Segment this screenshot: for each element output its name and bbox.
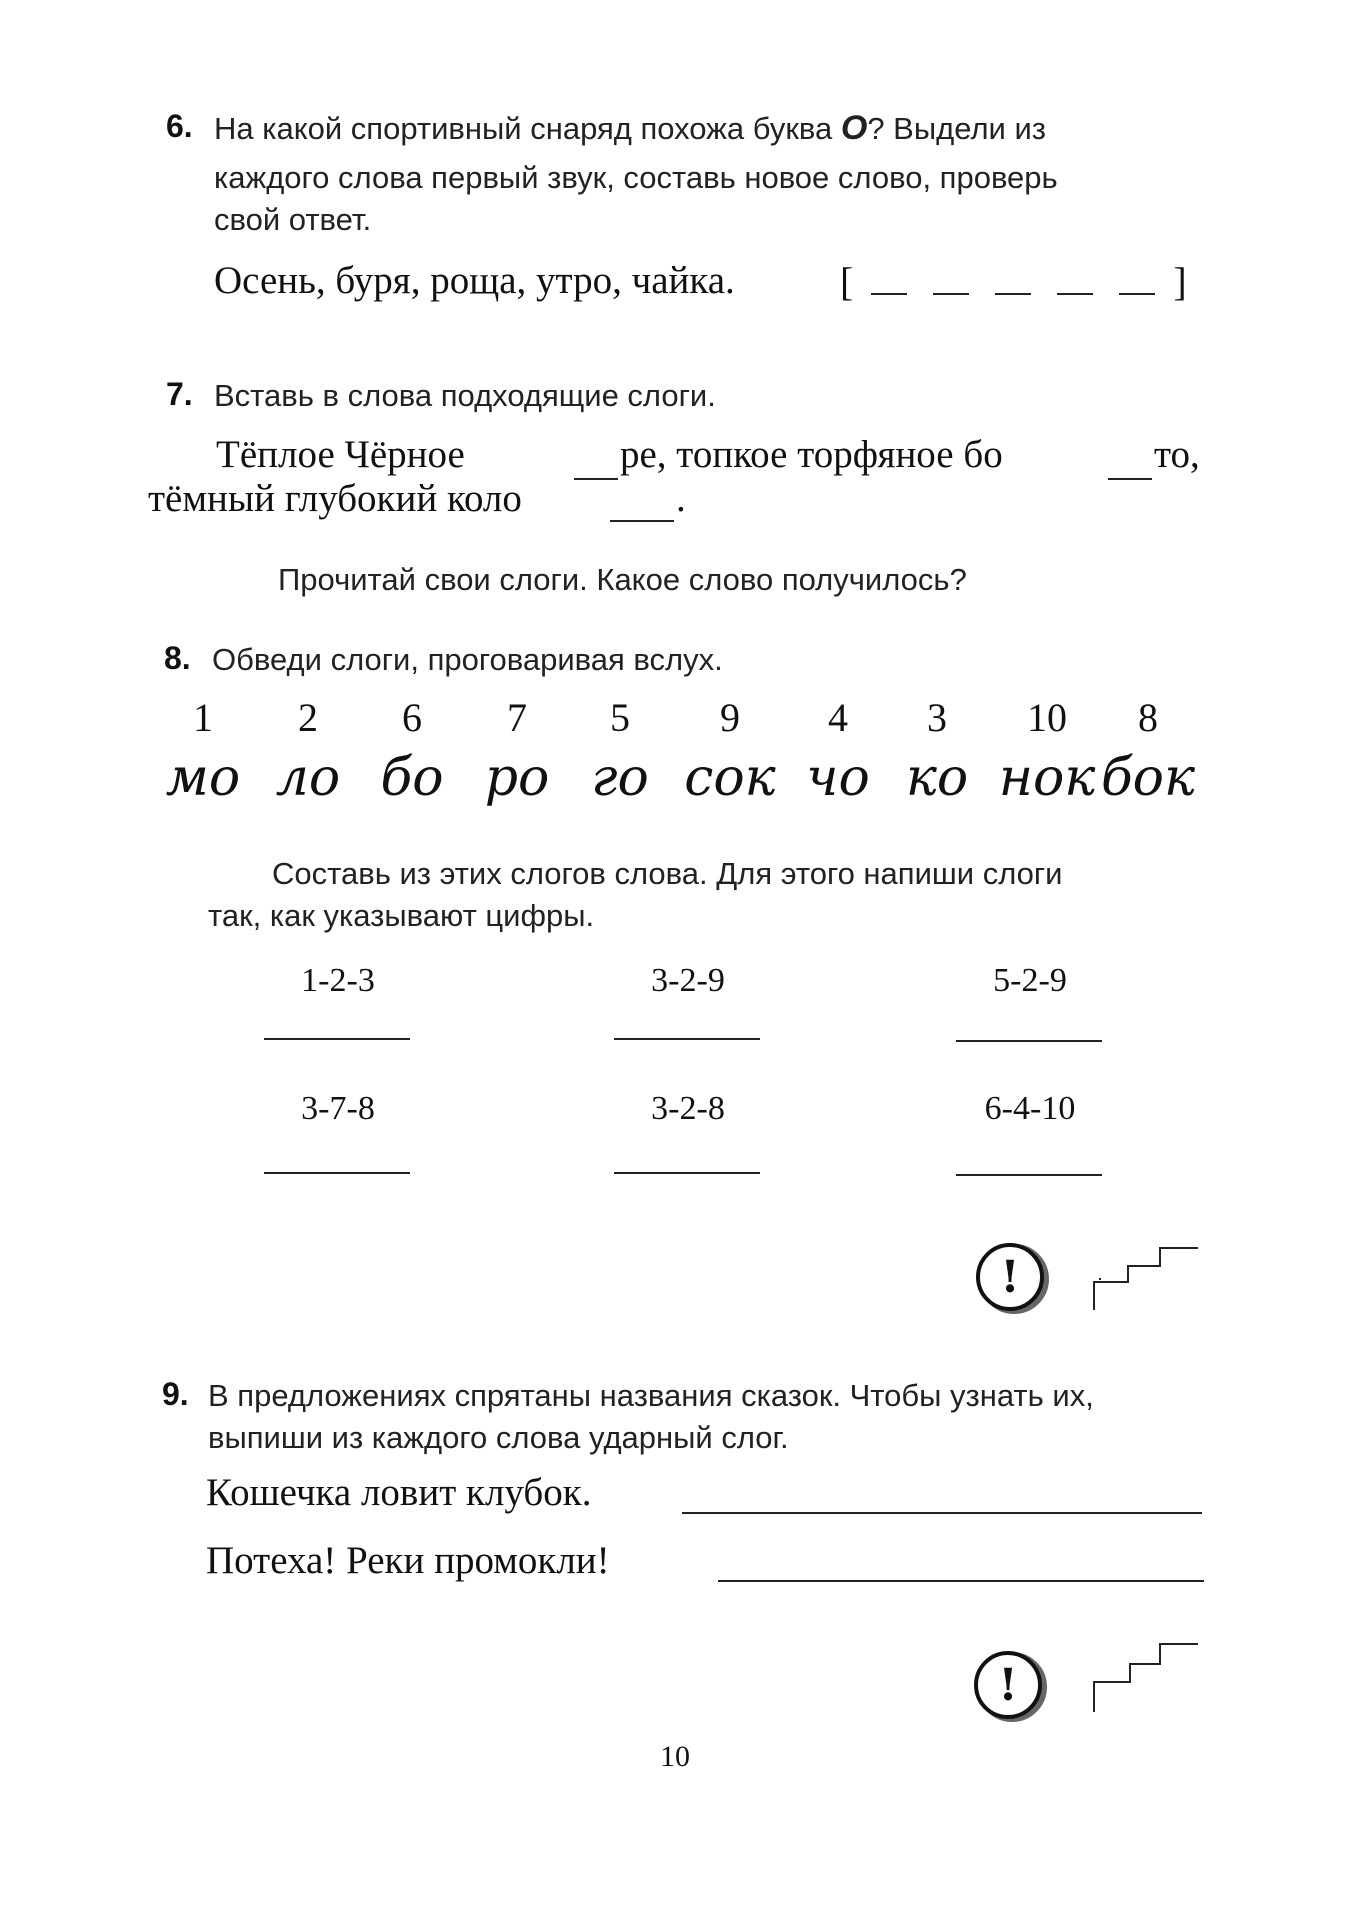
syllable-4[interactable]: ро xyxy=(484,748,550,808)
exclamation-circle-icon xyxy=(970,1238,1056,1318)
task-7-line-2-b: . xyxy=(676,477,686,520)
syllable-number-6: 9 xyxy=(720,695,740,740)
answer-blank-3[interactable] xyxy=(995,265,1031,295)
syllable-number-3: 6 xyxy=(402,695,422,740)
staircase-icon xyxy=(1090,1236,1204,1316)
syllable-number-9: 10 xyxy=(1027,695,1067,740)
task-9-line-2: выпиши из каждого слова ударный слог. xyxy=(208,1420,789,1455)
syllable-number-2: 2 xyxy=(298,695,318,740)
syllable-2[interactable]: ло xyxy=(275,748,341,808)
syllable-7[interactable]: чо xyxy=(806,748,870,808)
answer-line-3-7-8[interactable] xyxy=(264,1172,410,1174)
task-6-line-1-end: ? Выдели из xyxy=(867,111,1046,146)
code-1-2-3: 1-2-3 xyxy=(301,962,375,999)
task-6-line-2: каждого слова первый звук, составь новое слово, проверь xyxy=(214,160,1058,195)
syllable-8[interactable]: ко xyxy=(905,748,969,808)
code-3-7-8: 3-7-8 xyxy=(301,1090,375,1127)
syllable-number-5: 5 xyxy=(610,695,630,740)
answer-line-5-2-9[interactable] xyxy=(956,1040,1102,1042)
answer-blank-4[interactable] xyxy=(1057,265,1093,295)
task-9-sentence-1: Кошечка ловит клубок. xyxy=(206,1471,592,1514)
task-7-number: 7. xyxy=(166,376,193,412)
answer-blank-5[interactable] xyxy=(1119,265,1155,295)
task-7-line-1-b: ре, топкое торфяное бо xyxy=(620,433,1003,476)
task-6-line-1 xyxy=(214,106,1046,151)
exclamation-circle-icon-2 xyxy=(968,1646,1054,1726)
syllable-number-10: 8 xyxy=(1138,695,1158,740)
task-8-number: 8. xyxy=(164,640,191,676)
code-3-2-9: 3-2-9 xyxy=(651,962,725,999)
task-7-blank-2[interactable] xyxy=(1108,478,1152,480)
bracket-close: ] xyxy=(1173,259,1187,304)
syllable-10[interactable]: бок xyxy=(1100,748,1196,808)
answer-line-3-2-9[interactable] xyxy=(614,1038,760,1040)
code-3-2-8: 3-2-8 xyxy=(651,1090,725,1127)
code-5-2-9: 5-2-9 xyxy=(993,962,1067,999)
syllable-3[interactable]: бо xyxy=(380,748,444,808)
task-6-line-1-start: На какой спортивный снаряд похожа буква xyxy=(214,111,841,146)
task-6-number: 6. xyxy=(166,108,193,144)
task-7-blank-1[interactable] xyxy=(574,478,618,480)
bracket-open: [ xyxy=(840,259,854,304)
syllable-5[interactable]: го xyxy=(591,748,649,808)
syllable-number-4: 7 xyxy=(507,695,527,740)
task-7-question: Прочитай свои слоги. Какое слово получилось? xyxy=(278,562,967,597)
task-8-instruction: Обведи слоги, проговаривая вслух. xyxy=(212,642,723,677)
task-7-instruction: Вставь в слова подходящие слоги. xyxy=(214,378,716,413)
code-6-4-10: 6-4-10 xyxy=(984,1090,1076,1127)
task-6-letter: О xyxy=(840,109,868,147)
task-6-words: Осень, буря, роща, утро, чайка. xyxy=(214,259,735,302)
task-9-answer-line-2[interactable] xyxy=(718,1580,1204,1582)
syllable-number-7: 4 xyxy=(828,695,848,740)
answer-line-1-2-3[interactable] xyxy=(264,1038,410,1040)
staircase-icon-2 xyxy=(1090,1632,1204,1716)
answer-line-6-4-10[interactable] xyxy=(956,1174,1102,1176)
page-number: 10 xyxy=(660,1740,690,1773)
syllable-9[interactable]: нок xyxy=(998,748,1096,808)
task-9-answer-line-1[interactable] xyxy=(682,1512,1202,1514)
task-7-line-1-c: то, xyxy=(1154,433,1200,476)
answer-blank-1[interactable] xyxy=(871,265,907,295)
task-7-line-1-a: Тёплое Чёрное xyxy=(216,433,465,476)
task-9-sentence-2: Потеха! Реки промокли! xyxy=(206,1539,610,1582)
task-9-line-1: В предложениях спрятаны названия сказок. Чтобы узнать их, xyxy=(208,1378,1094,1413)
task-7-blank-3[interactable] xyxy=(610,520,674,522)
syllable-number-8: 3 xyxy=(927,695,947,740)
task-6-line-3: свой ответ. xyxy=(214,202,372,237)
task-9-number: 9. xyxy=(162,1376,189,1412)
exclamation-mark: ! xyxy=(1000,1252,1020,1303)
exclamation-mark-2: ! xyxy=(998,1660,1018,1711)
syllable-number-1: 1 xyxy=(193,695,213,740)
task-8-compose-line-2: так, как указывают цифры. xyxy=(208,898,595,933)
task-7-line-2-a: тёмный глубокий коло xyxy=(148,477,522,520)
answer-blank-2[interactable] xyxy=(933,265,969,295)
syllable-1[interactable]: мо xyxy=(165,748,241,808)
syllable-6[interactable]: сок xyxy=(684,748,776,808)
task-8-compose-line-1: Составь из этих слогов слова. Для этого напиши слоги xyxy=(272,856,1063,891)
answer-line-3-2-8[interactable] xyxy=(614,1172,760,1174)
task-6-answer-box xyxy=(840,258,1187,305)
